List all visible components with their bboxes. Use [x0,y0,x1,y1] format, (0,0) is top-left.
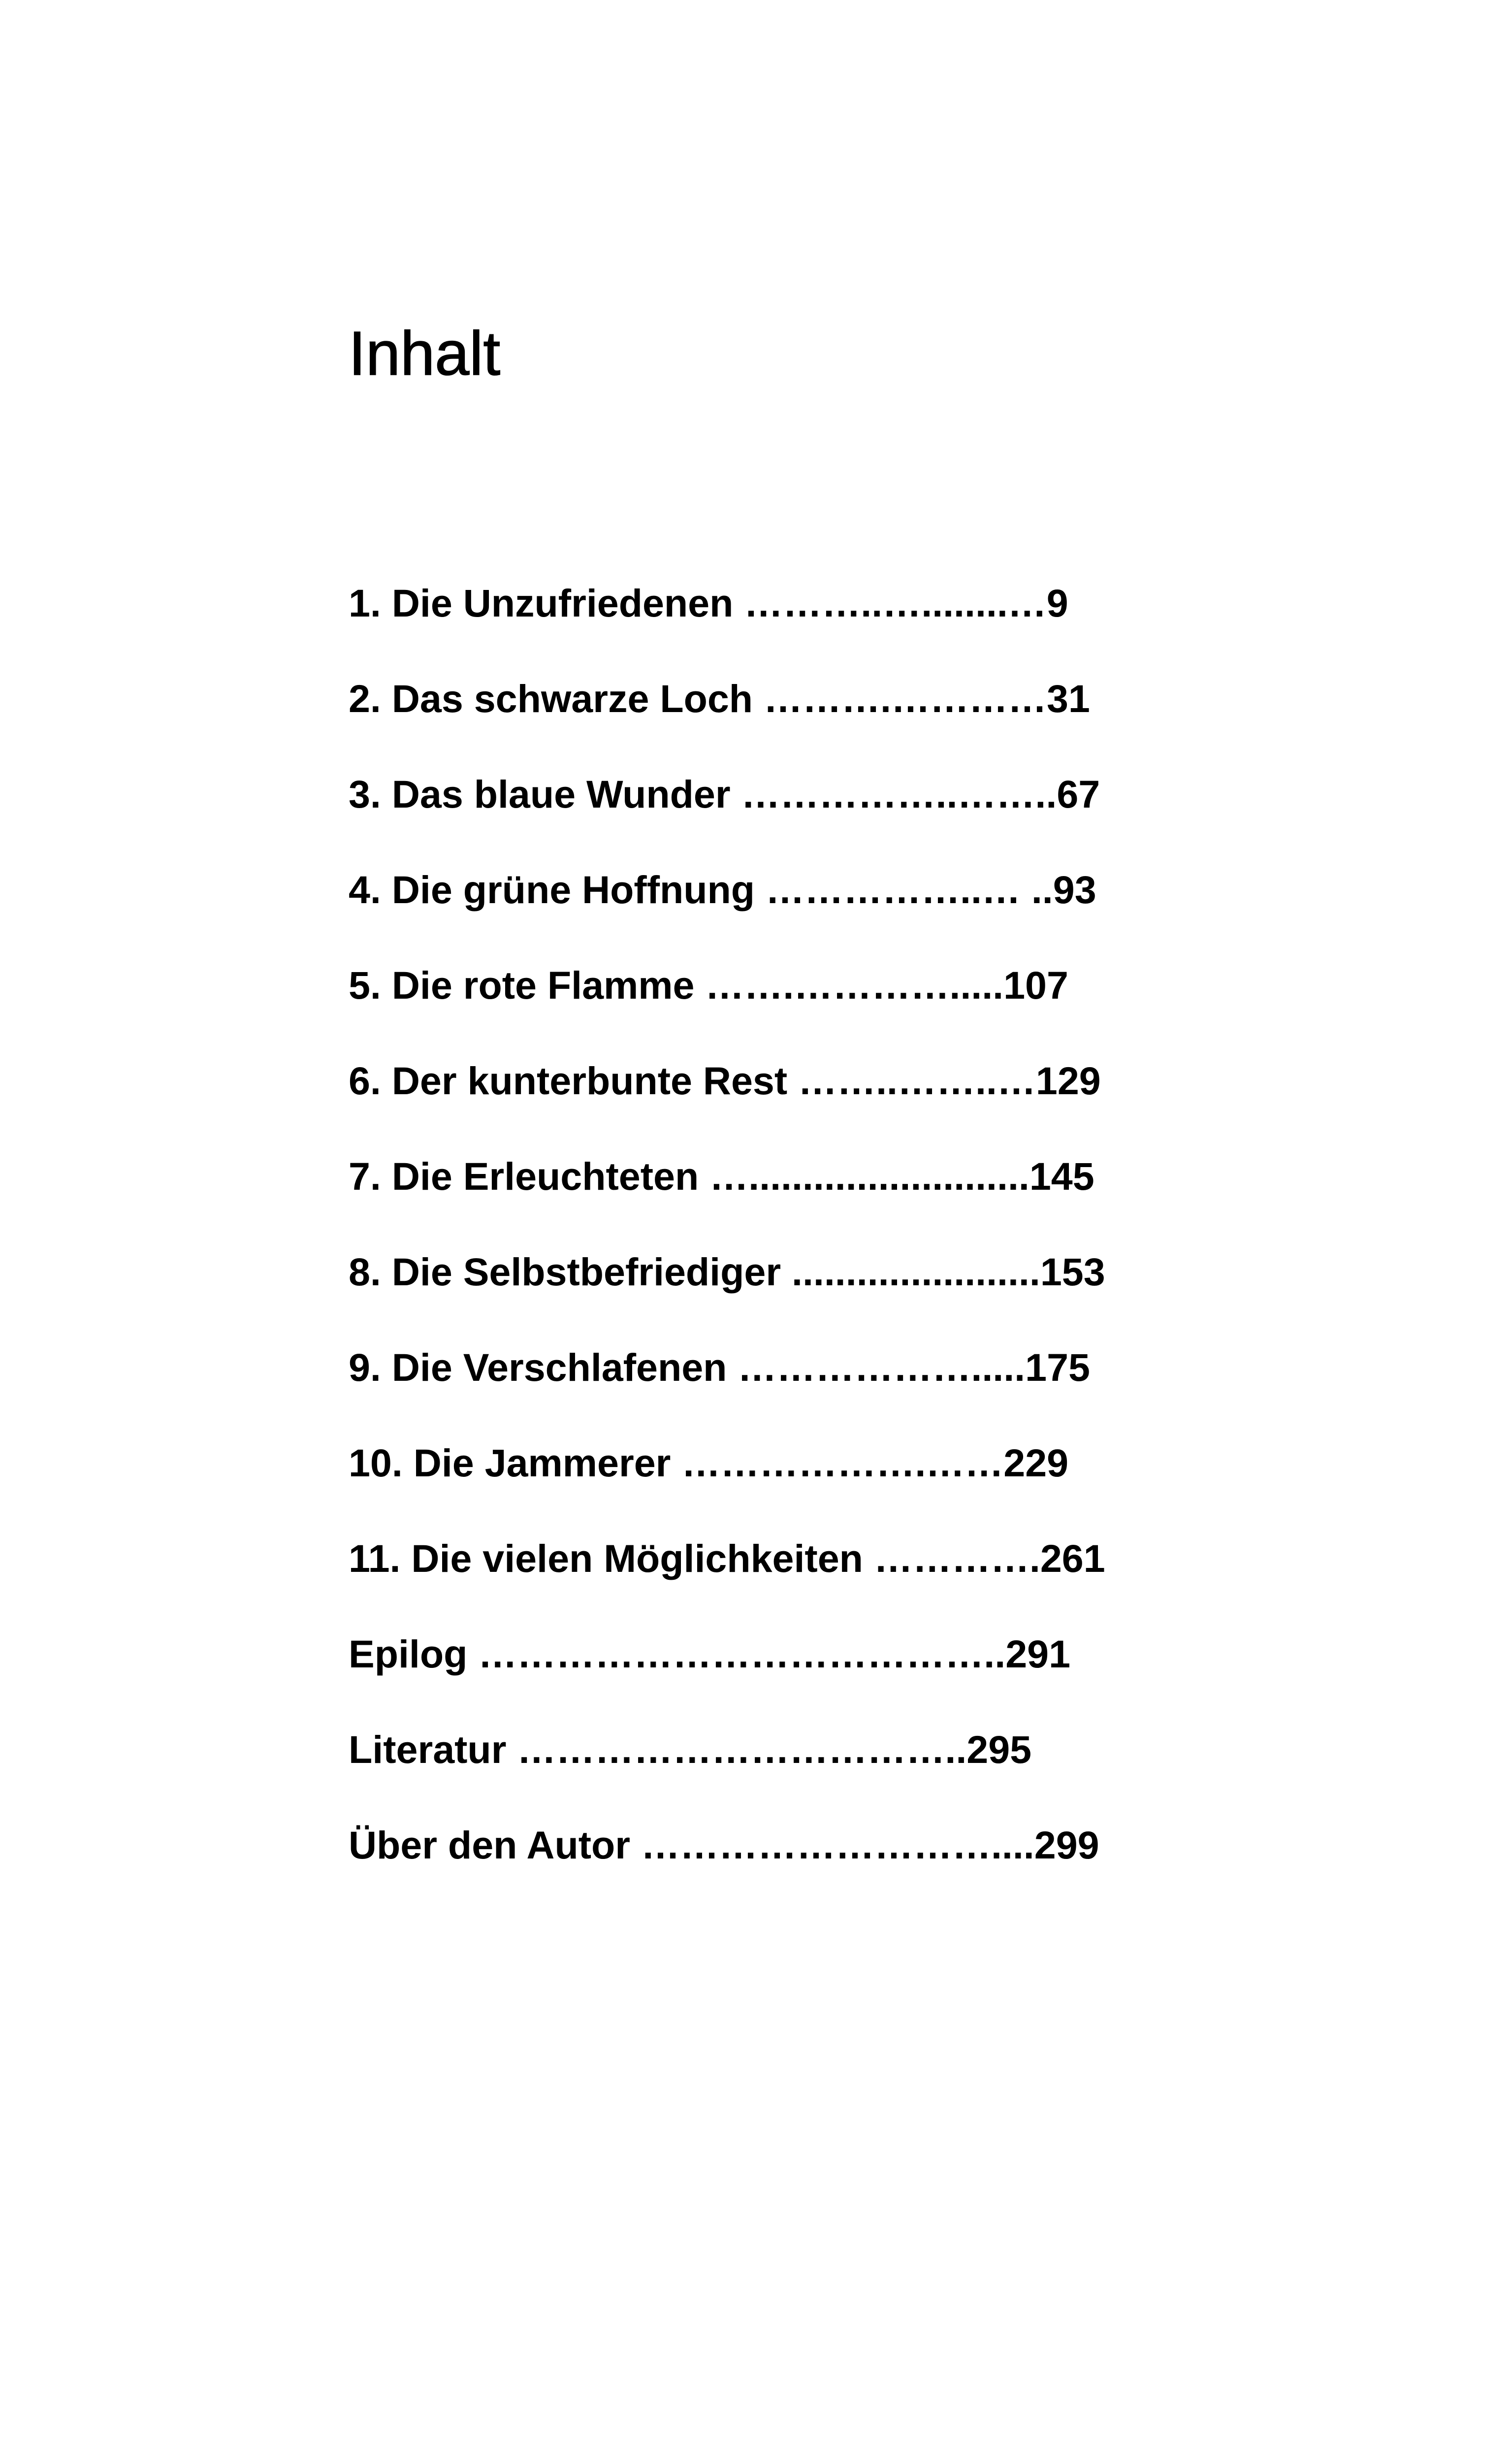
toc-entry: 9. Die Verschlafenen ……………….....175 [349,1345,1090,1389]
toc-entry: 11. Die vielen Möglichkeiten ………….261 [349,1536,1105,1580]
toc-entry: Epilog …………………………………..291 [349,1632,1071,1676]
toc-entry: 6. Der kunterbunte Rest ……..……..…129 [349,1059,1101,1103]
toc-entry: Literatur ……………………………..295 [349,1727,1032,1771]
toc-entry: 1. Die Unzufriedenen ………..…........…9 [349,581,1068,625]
toc-entry: 4. Die grüne Hoffnung ……………..… ..93 [349,868,1096,912]
page-title: Inhalt [349,319,501,388]
toc-entry: 8. Die Selbstbefriediger .......................153 [349,1250,1105,1294]
toc-entry: Über den Autor ………………………....299 [349,1823,1099,1867]
toc-entry: 3. Das blaue Wunder ……………..……..67 [349,772,1100,816]
toc-entry: 2. Das schwarze Loch ……….…………31 [349,677,1090,720]
toc-entry: 7. Die Erleuchteten …..........................145 [349,1154,1094,1198]
table-of-contents [349,581,1105,1921]
toc-entry: 5. Die rote Flamme …….………….....107 [349,963,1068,1007]
toc-entry: 10. Die Jammerer ……………….……229 [349,1441,1069,1485]
